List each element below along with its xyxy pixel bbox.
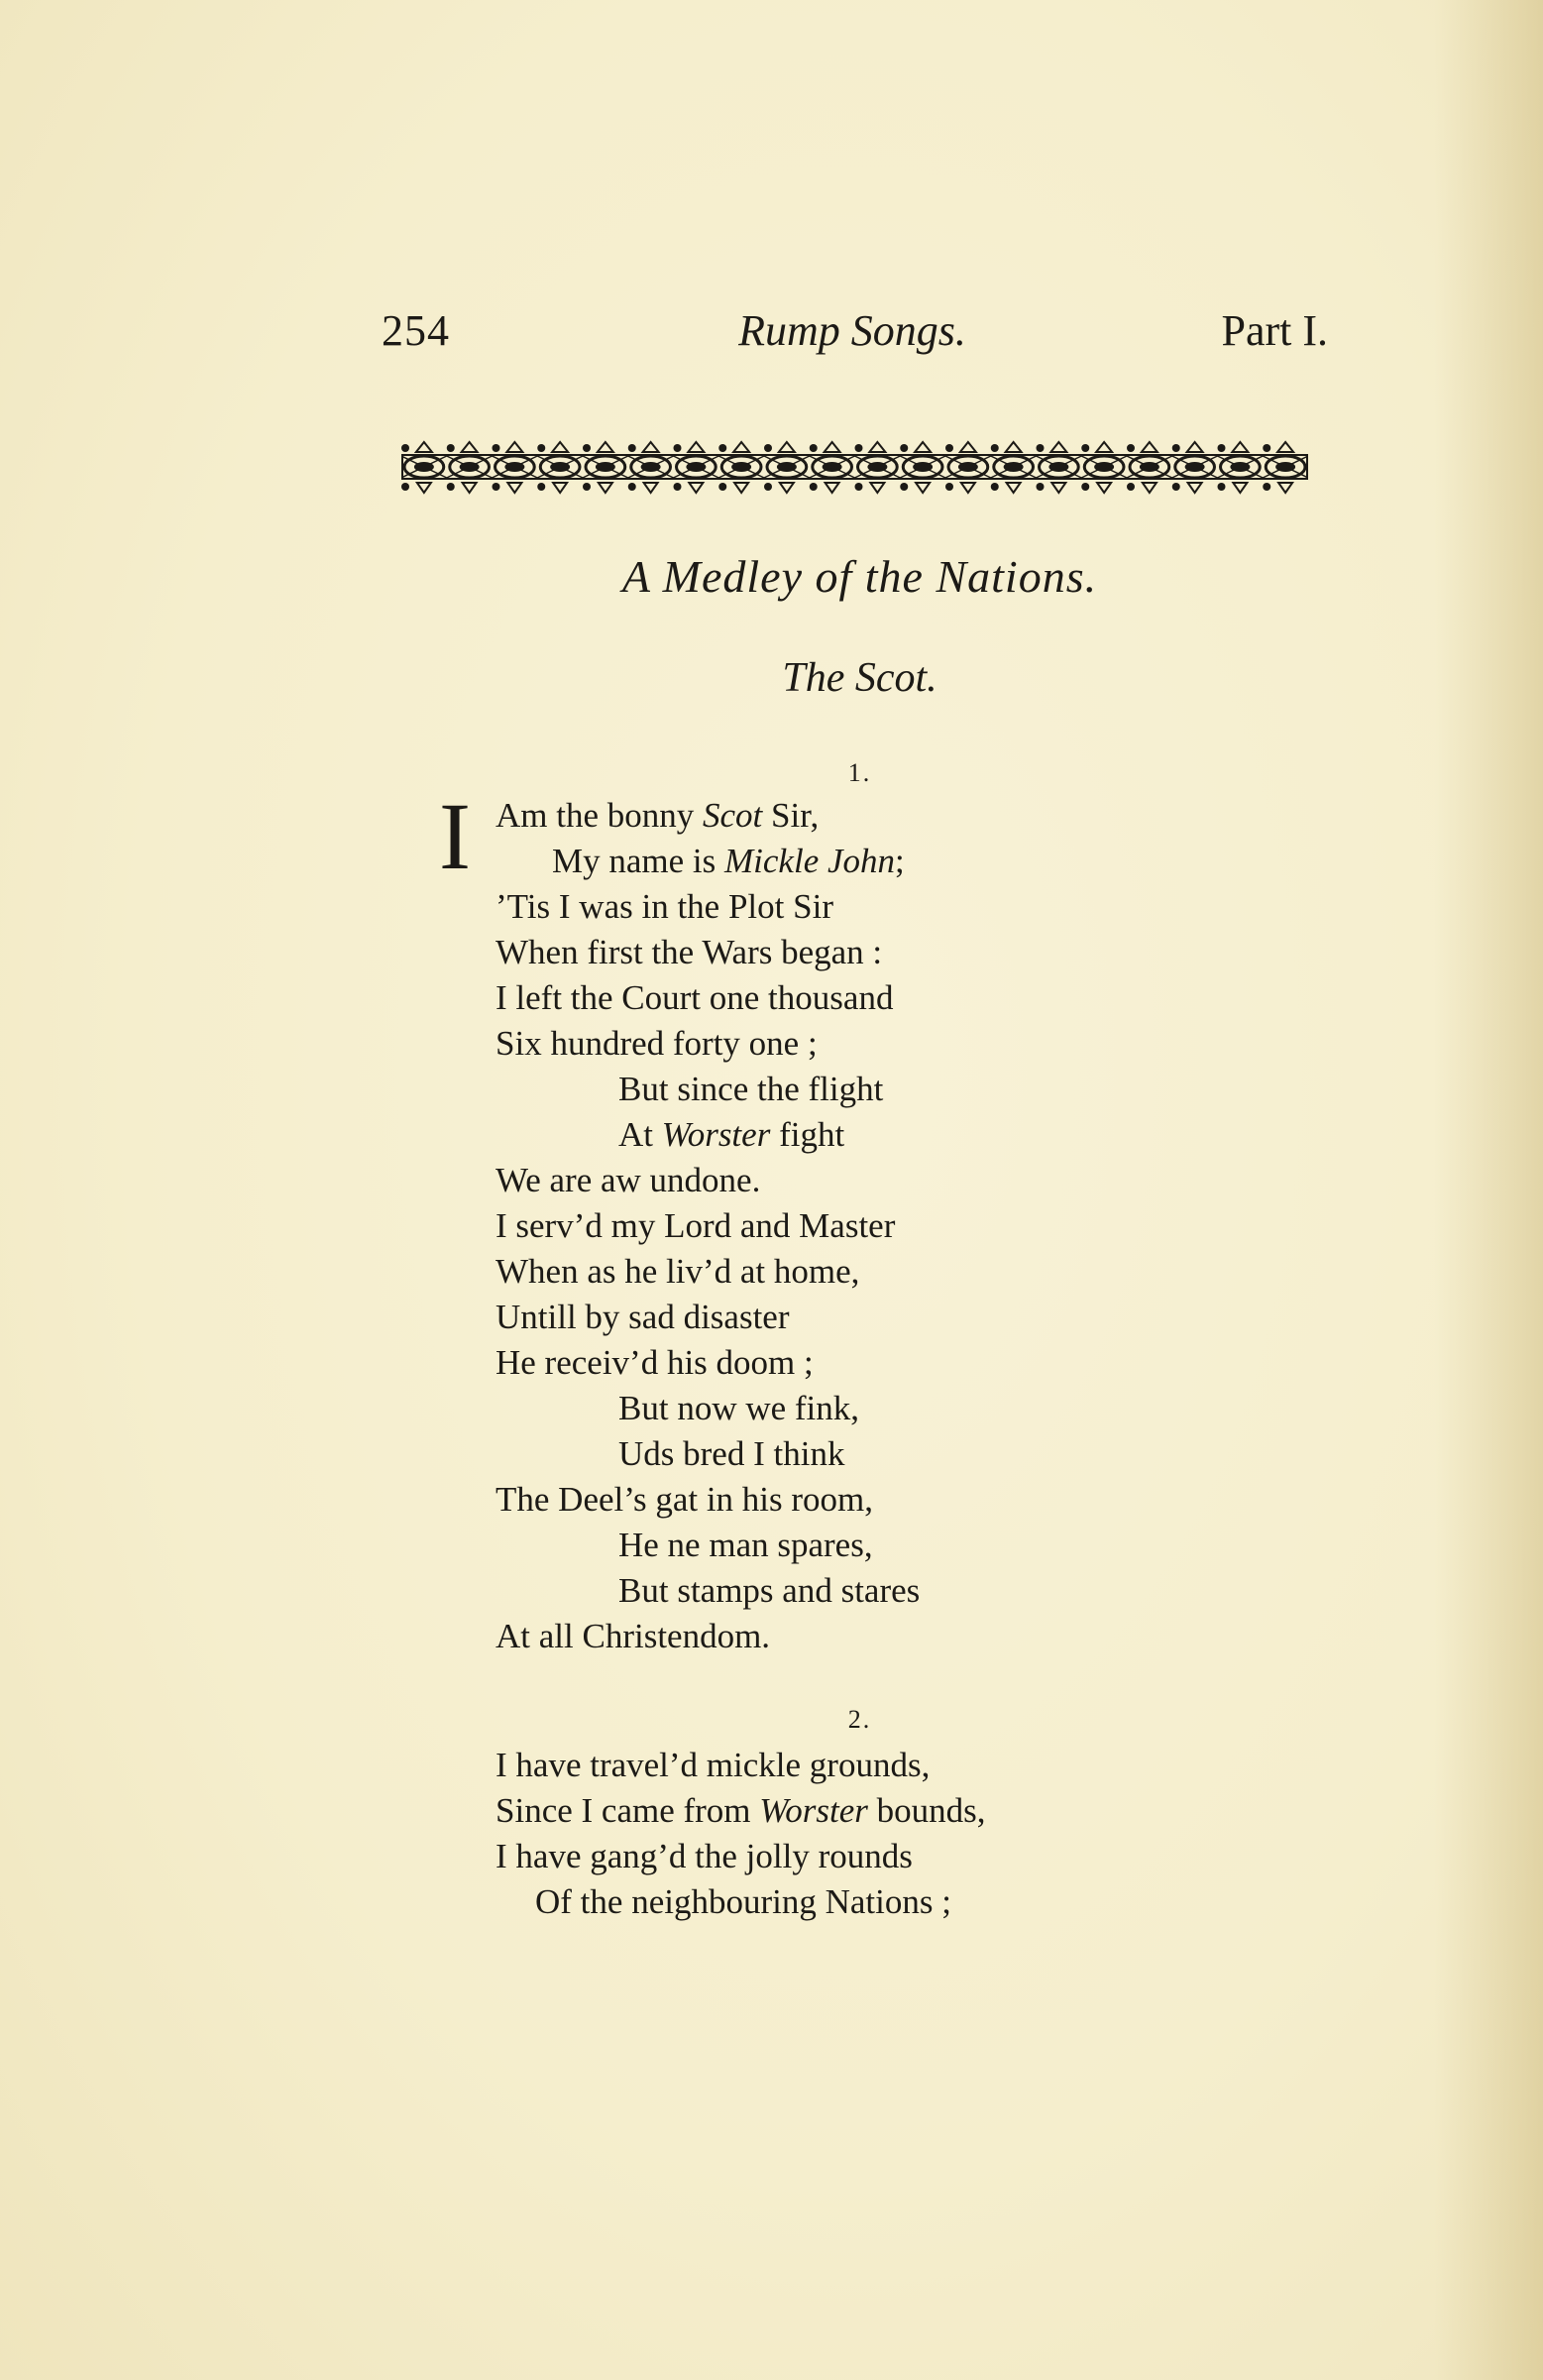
verse-line: Six hundred forty one ; [496, 1024, 818, 1063]
ornament-motif [416, 442, 432, 452]
ornament-motif [674, 456, 719, 478]
ornament-motif [1127, 444, 1135, 452]
ornament-motif [870, 483, 884, 493]
ornament-motif [734, 483, 748, 493]
ornament-motif [1081, 456, 1127, 478]
ornament-motif [1278, 483, 1292, 493]
ornament-motif [900, 483, 908, 491]
decorative-border-ornament [401, 436, 1308, 498]
verse-line: Uds bred I think [618, 1434, 845, 1473]
ornament-motif [401, 483, 409, 491]
ornament-motif [945, 483, 953, 491]
verse-line: We are aw undone. [496, 1161, 761, 1199]
ornament-motif [537, 444, 545, 452]
ornament-motif [1006, 442, 1022, 452]
ornament-motif [689, 483, 703, 493]
ornament-motif [628, 456, 674, 478]
verse-line: He receiv’d his doom ; [496, 1343, 814, 1382]
ornament-motif [900, 444, 908, 452]
part-label: Part I. [1221, 306, 1328, 355]
ornament-motif [1218, 483, 1226, 491]
ornament-motif [688, 442, 704, 452]
ornament-motif [1037, 444, 1045, 452]
ornament-motif [643, 442, 659, 452]
ornament-motif [1172, 444, 1180, 452]
ornament-motif [826, 483, 839, 493]
ornament-motif [583, 456, 628, 478]
ornament-motif [1187, 442, 1203, 452]
ornament-motif [628, 483, 636, 491]
poem-title: A Medley of the Nations. [621, 551, 1098, 602]
verse-line: When first the Wars began : [496, 933, 883, 971]
page-number: 254 [382, 306, 450, 355]
ornament-motif [960, 442, 976, 452]
ornament-motif [825, 442, 840, 452]
ornament-motif [1081, 444, 1089, 452]
verse-line: Since I came from Worster bounds, [496, 1791, 986, 1830]
ornament-motif [1050, 442, 1066, 452]
ornament-motif [401, 444, 409, 452]
ornament-motif [915, 442, 931, 452]
ornament-motif [537, 483, 545, 491]
ornament-motif [1277, 442, 1293, 452]
ornament-motif [462, 442, 478, 452]
stanza-2 [496, 1743, 985, 1925]
verse-line: I left the Court one thousand [496, 978, 894, 1017]
ornament-motif [1188, 483, 1202, 493]
ornament-motif [1037, 456, 1082, 478]
ornament-motif [991, 444, 999, 452]
ornament-motif [447, 444, 455, 452]
ornament-motif [945, 444, 953, 452]
verse-line: At all Christendom. [496, 1617, 771, 1655]
ornament-motif [553, 483, 567, 493]
verse-line: But since the flight [618, 1070, 884, 1108]
ornament-motif [916, 483, 930, 493]
ornament-motif [900, 456, 945, 478]
verse-line: Untill by sad disaster [496, 1298, 790, 1336]
ornament-motif [401, 456, 447, 478]
ornament-motif [733, 442, 749, 452]
ornament-motif [1127, 483, 1135, 491]
ornament-motif [583, 444, 591, 452]
running-title: Rump Songs. [738, 306, 966, 355]
ornament-motif [417, 483, 431, 493]
ornament-motif [780, 483, 794, 493]
verse-line: But now we fink, [618, 1389, 860, 1427]
running-header [382, 305, 1328, 365]
verse-line: I have gang’d the jolly rounds [496, 1837, 913, 1875]
ornament-motif [1263, 444, 1270, 452]
ornament-motif [552, 442, 568, 452]
ornament-motif [1096, 442, 1112, 452]
ornament-motif [1051, 483, 1065, 493]
ornament-motif [961, 483, 975, 493]
ornament-motif [810, 444, 818, 452]
verse-line: I have travel’d mickle grounds, [496, 1746, 931, 1784]
ornament-motif [1127, 456, 1172, 478]
ornament-motif [855, 483, 863, 491]
ornament-motif [1232, 442, 1248, 452]
ornament-motif [628, 444, 636, 452]
ornament-motif [507, 483, 521, 493]
drop-cap: I [439, 783, 471, 889]
ornament-frame [402, 455, 1307, 479]
ornament-motif [1037, 483, 1045, 491]
ornament-motif [869, 442, 885, 452]
ornament-motif [764, 483, 772, 491]
verse-line: At Worster fight [618, 1115, 845, 1154]
ornament-motif [1081, 483, 1089, 491]
verse-line: I serv’d my Lord and Master [496, 1206, 896, 1245]
ornament-motif [1142, 442, 1157, 452]
ornament-motif [1263, 483, 1270, 491]
ornament-motif [644, 483, 658, 493]
ornament-motif [463, 483, 477, 493]
stanza-number: 2. [847, 1705, 872, 1734]
ornament-motif [779, 442, 795, 452]
ornament-motif [1218, 456, 1264, 478]
ornament-motif [1172, 483, 1180, 491]
ornament-motif [1143, 483, 1157, 493]
ornament-motif [718, 483, 726, 491]
ornament-motif [855, 456, 901, 478]
verse-line: Of the neighbouring Nations ; [535, 1882, 951, 1921]
verse-line: The Deel’s gat in his room, [496, 1480, 874, 1519]
verse-line: When as he liv’d at home, [496, 1252, 860, 1291]
ornament-motif [674, 483, 682, 491]
ornament-motif [506, 442, 522, 452]
stanza-number: 1. [847, 758, 872, 787]
ornament-motif [764, 456, 810, 478]
ornament-motif [810, 456, 855, 478]
poem-subtitle: The Scot. [782, 655, 937, 701]
ornament-motif [991, 456, 1037, 478]
ornament-motif [1172, 456, 1218, 478]
ornament-motif [598, 442, 613, 452]
verse-line: ’Tis I was in the Plot Sir [496, 887, 833, 926]
ornament-motif [1097, 483, 1111, 493]
ornament-motif [1218, 444, 1226, 452]
ornament-motif [718, 444, 726, 452]
ornament-motif [764, 444, 772, 452]
ornament-motif [1007, 483, 1021, 493]
ornament-motif [674, 444, 682, 452]
ornament-motif [945, 456, 991, 478]
ornament-motif [447, 483, 455, 491]
verse-line: My name is Mickle John; [552, 842, 905, 880]
ornament-motif [810, 483, 818, 491]
ornament-motif [493, 456, 538, 478]
ornament-motif [991, 483, 999, 491]
ornament-motif [855, 444, 863, 452]
ornament-motif [583, 483, 591, 491]
verse-line: He ne man spares, [618, 1526, 873, 1564]
ornament-motif [537, 456, 583, 478]
ornament-motif [718, 456, 764, 478]
ornament-motif [447, 456, 493, 478]
stanza-1 [439, 783, 921, 1659]
ornament-motif [1233, 483, 1247, 493]
ornament-motif [599, 483, 612, 493]
ornament-motif [493, 444, 500, 452]
ornament-motif [1263, 456, 1308, 478]
ornament-motif [493, 483, 500, 491]
verse-line: But stamps and stares [618, 1571, 921, 1610]
verse-line: I Am the bonny Scot Sir, [439, 783, 820, 889]
